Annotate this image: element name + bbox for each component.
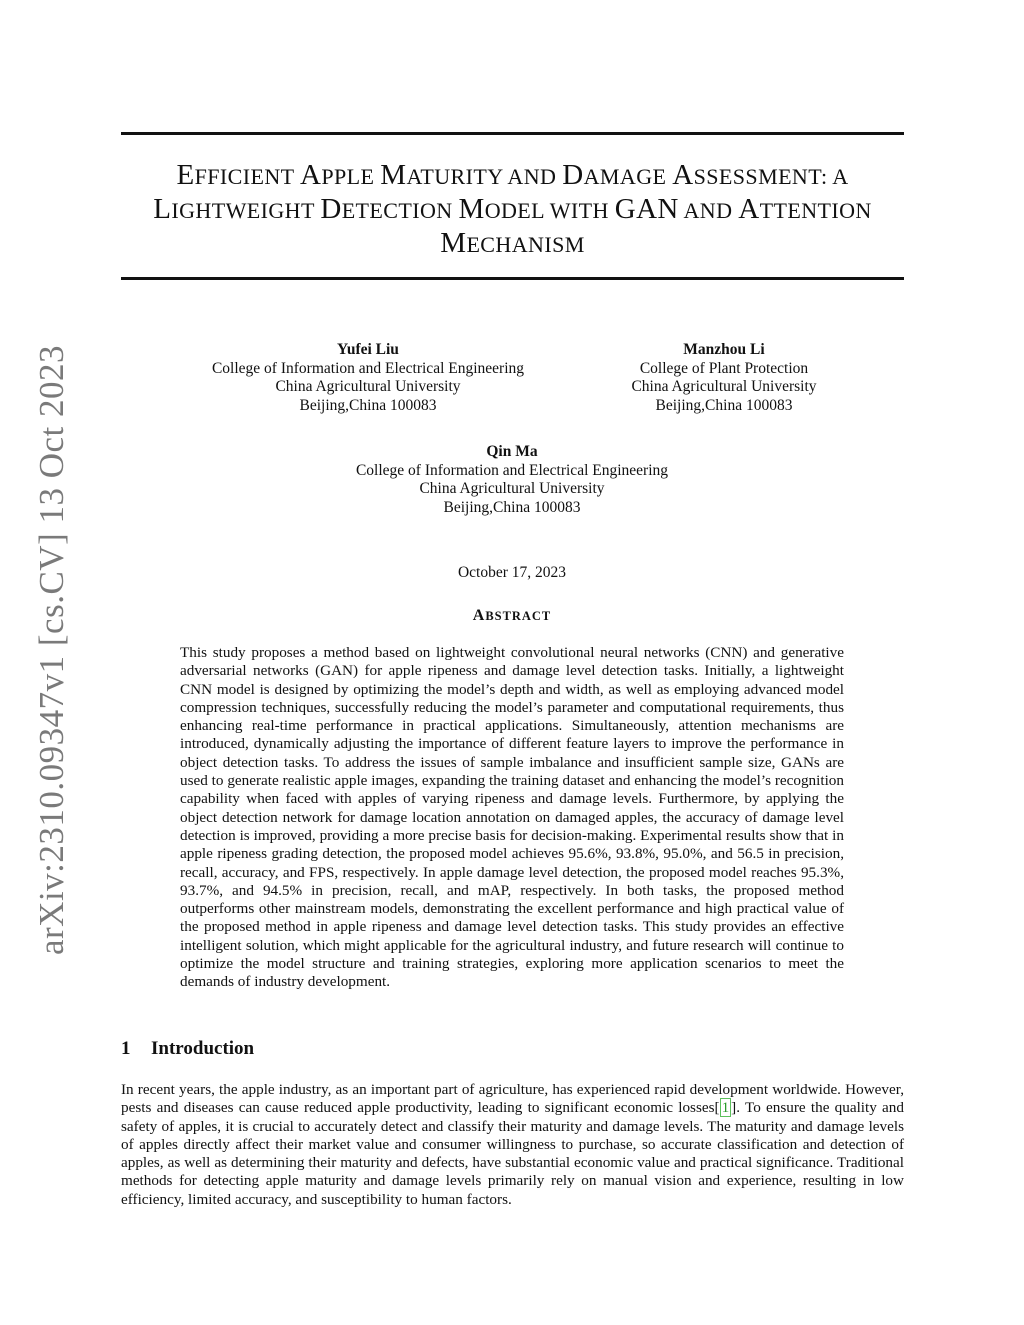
publication-date: October 17, 2023 [457, 564, 567, 581]
author-address: Beijing,China 100083 [443, 498, 581, 516]
title-line-3: MECHANISM [440, 227, 585, 259]
author-block-2 [604, 341, 844, 415]
title-line-2: LIGHTWEIGHT DETECTION MODEL WITH GAN AND ATTENTION [153, 193, 872, 225]
author-block-1 [188, 341, 548, 415]
author-name: Yufei Liu [337, 341, 399, 358]
author-university: China Agricultural University [275, 378, 461, 395]
abstract-heading: ABSTRACT [472, 607, 552, 624]
author-department: College of Information and Electrical Engineering [355, 461, 669, 479]
title-line-1: EFFICIENT APPLE MATURITY AND DAMAGE ASSESSMENT: A [176, 159, 849, 191]
title-top-rule [121, 132, 904, 135]
arxiv-stamp: arXiv:2310.09347v1 [cs.CV] 13 Oct 2023 [32, 344, 71, 956]
title-bottom-rule [121, 277, 904, 280]
author-block-3 [302, 443, 722, 517]
author-university: China Agricultural University [631, 378, 817, 395]
section-number: 1 [121, 1038, 131, 1059]
introduction-paragraph: In recent years, the apple industry, as an important part of agriculture, has experienced rapid development worldwide. However, pests and diseases can cause reduced apple productivity, leading to significant economic losses[ 1 ]. To ensure the quality and safety of apples, it is crucial to accurately detect and classify their maturity and damage levels. The maturity and damage levels of apples directly affect their market value and consumer willingness to purchase, so accurate classification and detection of apples, as well as determining their maturity and defects, have substantial economic value and practical significance. Traditional methods for detecting apple maturity and damage levels primarily rely on manual vision and experience, resulting in low efficiency, limited accuracy, and susceptibility to human factors. [121, 1081, 904, 1208]
author-department: College of Plant Protection [639, 359, 809, 377]
author-name: Qin Ma [486, 443, 538, 460]
citation-link[interactable]: 1 [721, 1099, 730, 1117]
author-address: Beijing,China 100083 [655, 396, 793, 414]
abstract-text: This study proposes a method based on lightweight convolutional neural networks (CNN) and generative adversarial networks (GAN) for apple ripeness and damage level detection tasks. Initially, a lightweight CNN model is designed by optimizing the model’s depth and width, as well as employing advanced model compression techniques, successfully reducing the model’s parameter and computational requirements, thus enhancing real-time performance in practical applications. Simultaneously, attention mechanisms are introduced, dynamically adjusting the importance of different feature layers to improve the performance in object detection tasks. To address the issues of sample imbalance and insufficient sample size, GANs are used to generate realistic apple images, expanding the training dataset and enhancing the model’s recognition capability when faced with apples of varying ripeness and damage levels. Furthermore, by applying the object detection network for damage location annotation on damaged apples, the accuracy of damage level detection is improved, providing a more precise basis for decision-making. Experimental results show that in apple ripeness grading detection, the proposed model achieves 95.6%, 93.8%, 95.0%, and 56.5 in precision, recall, accuracy, and FPS, respectively. In apple damage level detection, the proposed model reaches 95.3%, 93.7%, and 94.5% in precision, recall, and mAP, respectively. In both tasks, the proposed method outperforms other mainstream models, demonstrating the excellent performance and high practical value of the proposed method in apple ripeness and damage level detection tasks. This study provides an effective intelligent solution, which might applicable for the agricultural industry, and future research will continue to optimize the model structure and training strategies, exploring more application scenarios to meet the demands of industry development. [180, 644, 844, 991]
author-name: Manzhou Li [683, 341, 765, 358]
section-heading-introduction [121, 1038, 254, 1060]
citation-bracket[interactable]: [ 1 ] [714, 1099, 737, 1117]
section-title: Introduction [151, 1038, 255, 1059]
paper-title [121, 159, 904, 261]
author-address: Beijing,China 100083 [299, 396, 437, 414]
author-department: College of Information and Electrical Engineering [211, 359, 525, 377]
author-university: China Agricultural University [419, 480, 605, 497]
